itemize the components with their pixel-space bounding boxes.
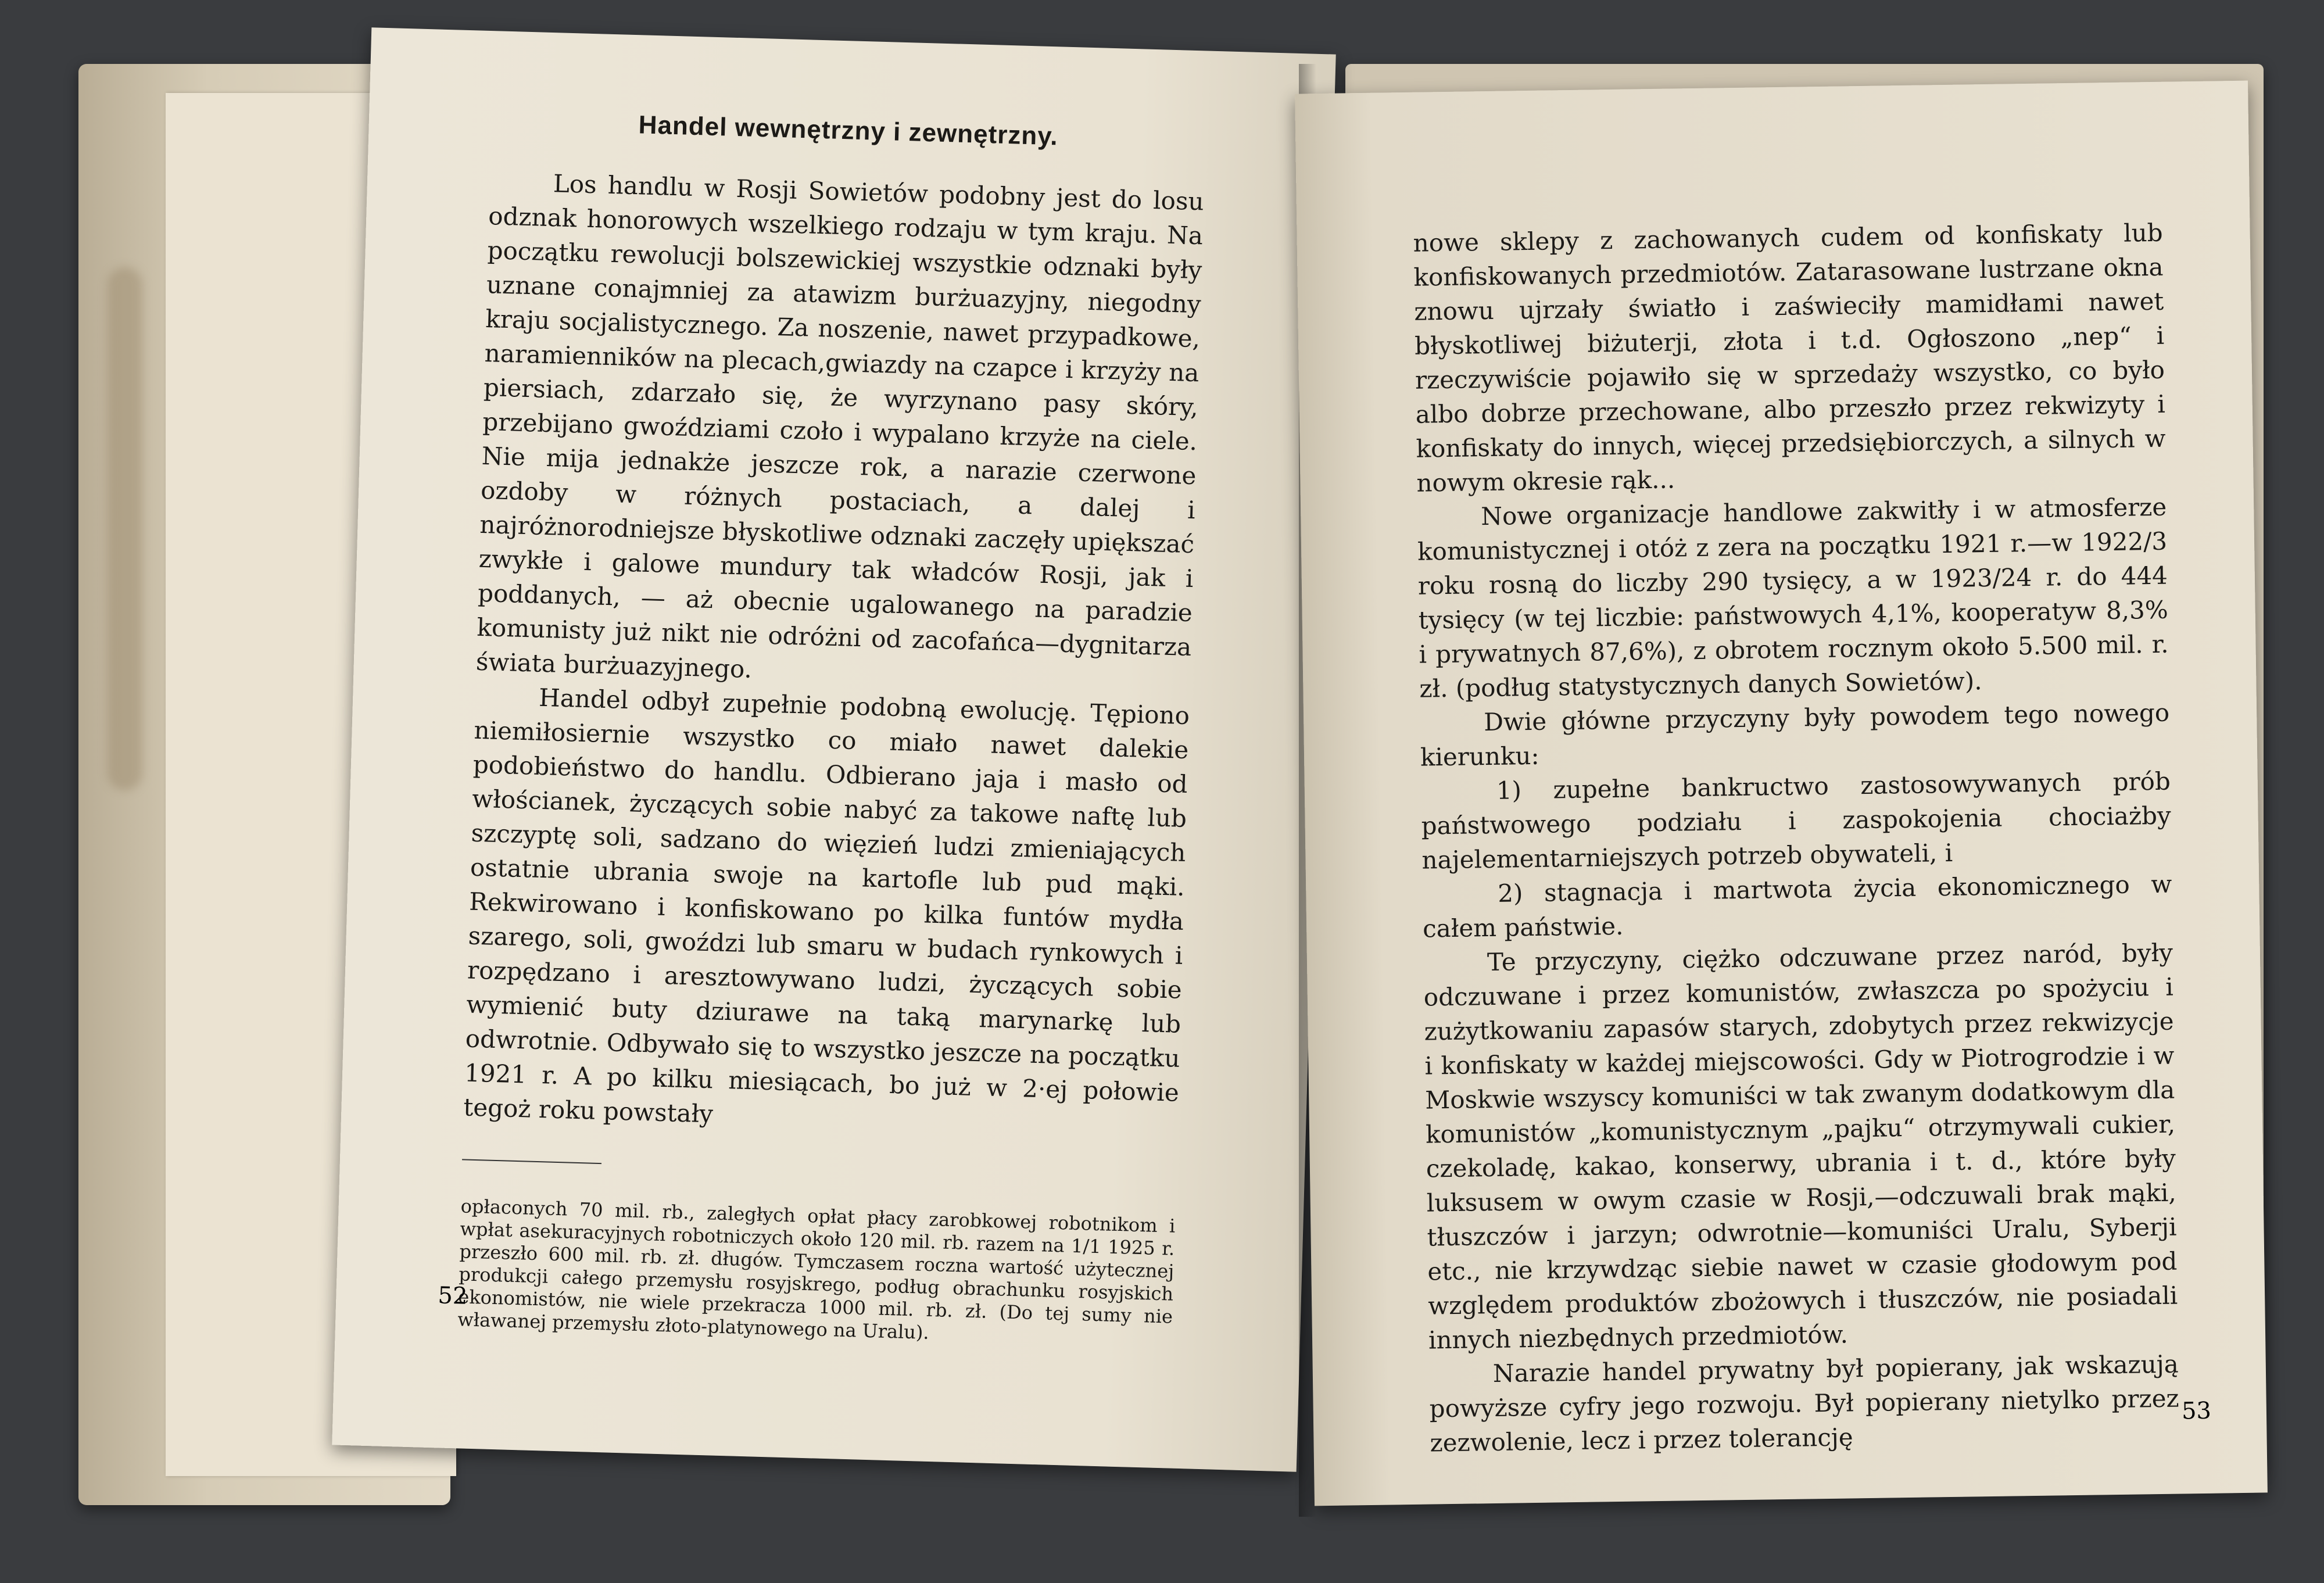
open-book [55, 41, 2240, 1528]
page-stain [108, 267, 142, 790]
right-paragraph: nowe sklepy z zachowanych cudem od konfiskaty lub konfiskowanych przedmiotów. Zatarasowane lustrzane okna znowu ujrzały światło i zaświeciły mamidłami nawet błyskotliwej biżuterji, złota i t.d. Ogłoszono „nep“ i rzeczywiście pojawiło się w sprzedaży wszystko, co było albo dobrze przechowane, albo przeszło przez rekwizyty i konfiskaty do innych, więcej przedsiębiorczych, a silnych w nowym okresie rąk... [1413, 218, 2166, 497]
left-paragraph: Los handlu w Rosji Sowietów podobny jest do losu odznak honorowych wszelkiego rodzaju w tym kraju. Na początku rewolucji bolszewickiej wszystkie odznaki były uznane conajmniej za atawizm burżuazyjny, niegodny kraju socjalistycznego. Za noszenie, nawet przypadkowe, naramienników na plecach,gwiazdy na czapce i krzyży na piersiach, zdarzało się, że wyrzynano pasy skóry, przebijano gwoździami czoło i wypalano krzyże na ciele. Nie mija jednakże jeszcze rok, a narazie czerwone ozdoby w różnych postaciach, a dalej i najróżnorodniejsze błyskotliwe odznaki zaczęły upiększać zwykłe i galowe mundury tak władców Rosji, jak i poddanych, — aż obecnie ugalowanego na paradzie komunisty już nikt nie odróżni od zacofańca—dygnitarza świata burżuazyjnego. [475, 169, 1205, 683]
page-number-right: 53 [2181, 1397, 2212, 1425]
page-number-left: 52 [437, 1282, 468, 1310]
right-paragraph: Dwie główne przyczyny były powodem tego nowego kierunku: [1420, 698, 2170, 772]
right-page-content [1413, 216, 2180, 1460]
right-paragraph: Nowe organizacje handlowe zakwitły i w atmosferze komunistycznej i otóż z zera na początku 1921 r.—w 1922/3 roku rosną do liczby 290 tysięcy, a w 1923/24 r. do 444 tysięcy (w tej liczbie: państwowych 4,1%, kooperatyw 8,3% i prywatnych 87,6%), z obrotem rocznym około 5.500 mil. r. zł. (podług statystycznych danych Sowietów). [1417, 492, 2169, 703]
footnote: opłaconych 70 mil. rb., zaległych opłat płacy zarobkowej robotnikom i wpłat asekuracyjnych robotniczych około 120 mil. rb. razem na 1/1 1925 r. przeszło 600 mil. rb. zł. długów. Tymczasem roczna wartość użytecznej produkcji całego przemysłu rosyjskrego, podług obrachunku rosyjskich ekonomistów, nie wiele przekracza 1000 mil. rb. zł. (Do tej sumy nie wławanej przemysłu złoto-platynowego na Uralu). [457, 1195, 1176, 1344]
list-item: 1) zupełne bankructwo zastosowywanych prób państwowego podziału i zaspokojenia chociażby najelementarniejszych potrzeb obywateli, i [1421, 767, 2171, 875]
list-item: 2) stagnacja i martwota życia ekonomicznego w całem państwie. [1422, 869, 2172, 943]
right-paragraph: Narazie handel prywatny był popierany, jak wskazują powyższe cyfry jego rozwoju. Był popierany nietylko przez zezwolenie, lecz i przez tolerancję [1429, 1349, 2179, 1457]
left-page-content [457, 106, 1206, 1351]
chapter-heading: Handel wewnętrzny i zewnętrzny. [638, 110, 1059, 151]
right-page [1295, 81, 2268, 1506]
footnote-rule [462, 1159, 601, 1164]
left-page [332, 27, 1335, 1471]
right-paragraph: Te przyczyny, ciężko odczuwane przez naród, były odczuwane i przez komunistów, zwłaszcza po spożyciu i zużytkowaniu zapasów starych, zdobytych przez rekwizycje i konfiskaty w każdej miejscowości. Gdy w Piotrogrodzie i w Moskwie wszyscy komuniści w tak zwanym dodatkowym dla komunistów „komunistycznym „pajku“ otrzymywali cukier, czekoladę, kakao, konserwy, ubrania i t. d., które były luksusem w owym czasie w Rosji,—odczuwali brak mąki, tłuszczów i jarzyn; odwrotnie—komuniści Uralu, Syberji etc., nie krzywdząc siebie nawet w czasie głodowym pod względem produktów zbożowych i tłuszczów, nie posiadali innych niezbędnych przedmiotów. [1423, 938, 2178, 1355]
left-paragraph: Handel odbył zupełnie podobną ewolucję. Tępiono niemiłosiernie wszystko co miało nawet dalekie podobieństwo do handlu. Odbierano jaja i masło od włościanek, życzących sobie nabyć za takowe naftę lub szczyptę soli, sadzano do więzień ludzi zmieniających ostatnie ubrania swoje na kartofle lub pud mąki. Rekwirowano i konfiskowano po kilka funtów mydła szarego, soli, gwoździ lub smaru w budach rynkowych i rozpędzano i aresztowywano ludzi, życzących sobie wymienić buty dziurawe na taką marynarkę lub odwrotnie. Odbywało się to wszystko jeszcze na początku 1921 r. A po kilku miesiącach, bo już w 2·ej połowie tegoż roku powstały [463, 683, 1190, 1129]
